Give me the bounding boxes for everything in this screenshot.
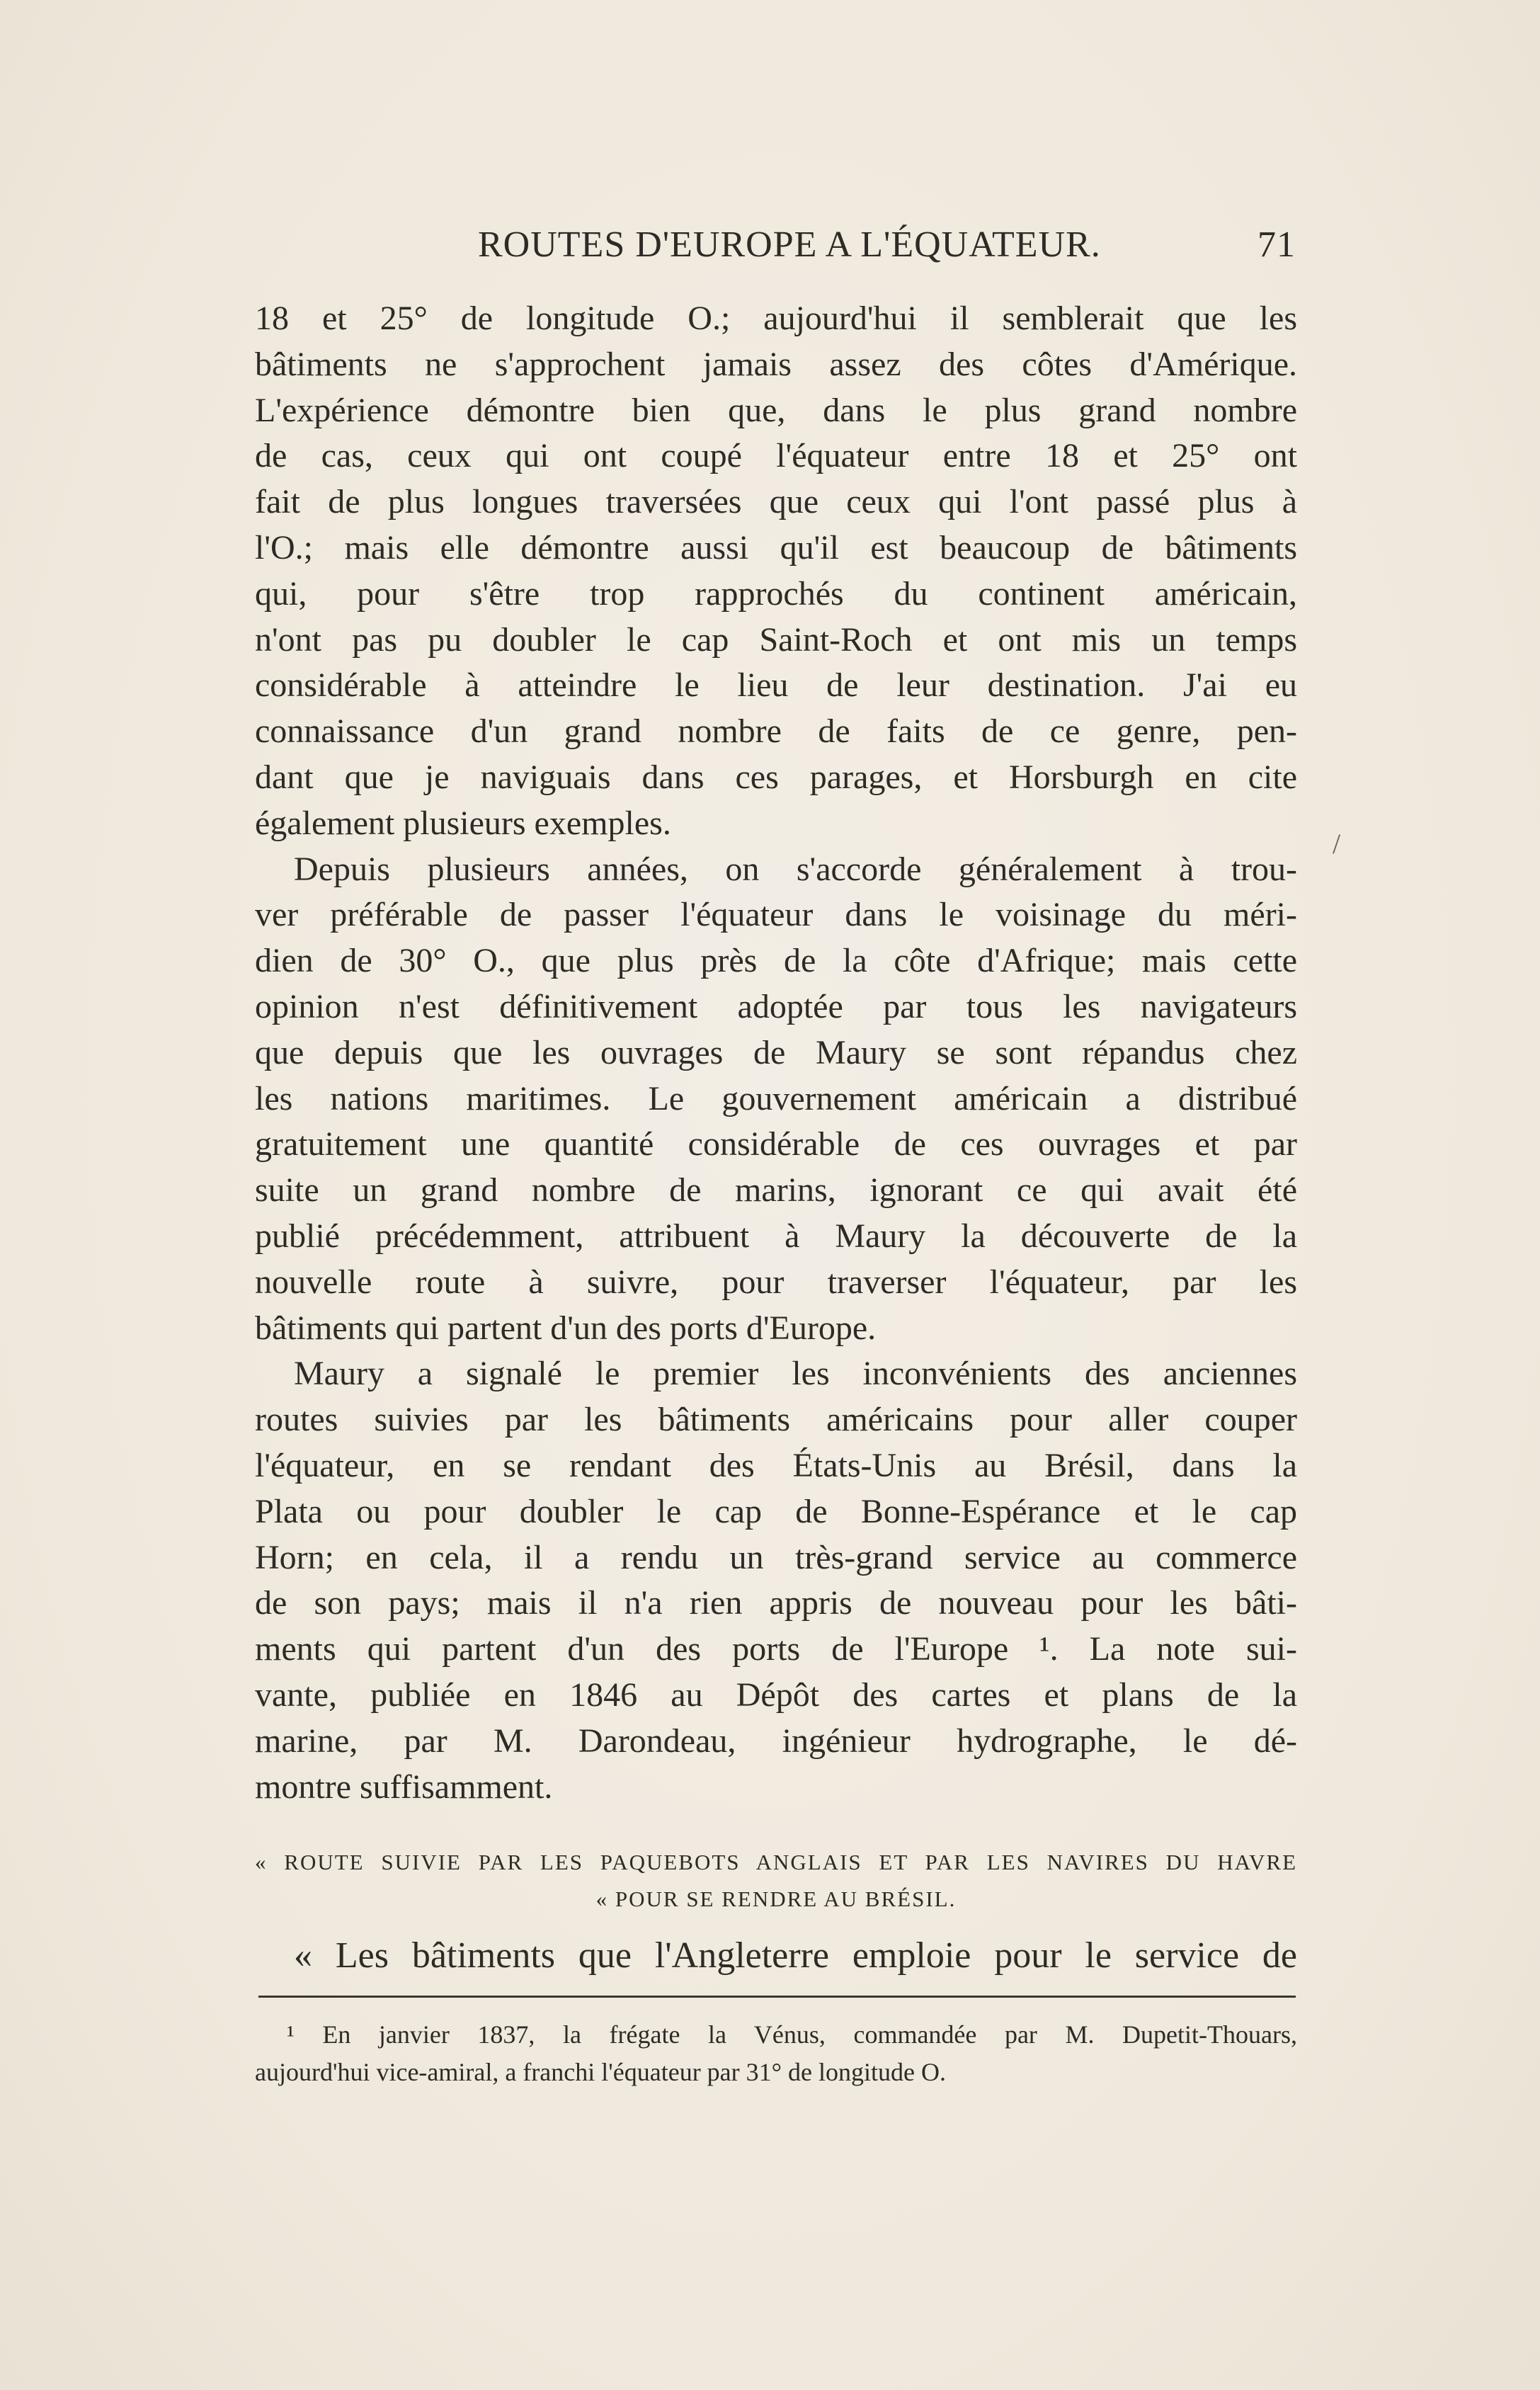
footnote-divider [258, 1996, 1296, 1998]
text-line: L'expérience démontre bien que, dans le plus grand nombre [255, 391, 1297, 429]
text-line: ver préférable de passer l'équateur dans le voisinage du méri- [255, 896, 1297, 934]
text-line: de son pays; mais il n'a rien appris de nouveau pour les bâti- [255, 1584, 1297, 1622]
text-line: que depuis que les ouvrages de Maury se sont répandus chez [255, 1033, 1297, 1071]
section-title-line-1: « ROUTE SUIVIE PAR LES PAQUEBOTS ANGLAIS ET PAR LES NAVIRES DU HAVRE [255, 1850, 1297, 1874]
text-line: dant que je naviguais dans ces parages, et Horsburgh en cite [255, 758, 1297, 796]
text-line: suite un grand nombre de marins, ignorant ce qui avait été [255, 1171, 1297, 1210]
text-line: gratuitement une quantité considérable de ces ouvrages et par [255, 1125, 1297, 1163]
text-line: vante, publiée en 1846 au Dépôt des cartes et plans de la [255, 1675, 1297, 1714]
margin-pencil-mark: / [1333, 828, 1341, 860]
text-line: n'ont pas pu doubler le cap Saint-Roch et ont mis un temps [255, 620, 1297, 659]
text-line: également plusieurs exemples. [255, 804, 671, 842]
footnote-line-2: aujourd'hui vice-amiral, a franchi l'équateur par 31° de longitude O. [255, 2058, 947, 2086]
text-line: l'O.; mais elle démontre aussi qu'il est beaucoup de bâtiments [255, 528, 1297, 567]
text-line: connaissance d'un grand nombre de faits de ce genre, pen- [255, 712, 1297, 751]
paragraph-start-line: Depuis plusieurs années, on s'accorde généralement à trou- [294, 850, 1297, 888]
running-header [255, 224, 1296, 266]
text-line: bâtiments ne s'approchent jamais assez des côtes d'Amérique. [255, 345, 1297, 383]
text-line: ments qui partent d'un des ports de l'Europe ¹. La note sui- [255, 1630, 1297, 1668]
text-line: dien de 30° O., que plus près de la côte d'Afrique; mais cette [255, 942, 1297, 980]
text-line: de cas, ceux qui ont coupé l'équateur entre 18 et 25° ont [255, 437, 1297, 475]
text-line: montre suffisamment. [255, 1768, 553, 1806]
quote-first-line: « Les bâtiments que l'Angleterre emploie pour le service de [294, 1935, 1297, 1976]
text-line: Plata ou pour doubler le cap de Bonne-Espérance et le cap [255, 1492, 1297, 1530]
text-line: qui, pour s'être trop rapprochés du continent américain, [255, 574, 1297, 613]
text-line: marine, par M. Darondeau, ingénieur hydrographe, le dé- [255, 1722, 1297, 1760]
body-text [255, 296, 1297, 1810]
running-title: ROUTES D'EUROPE A L'ÉQUATEUR. [478, 224, 1101, 265]
paragraph-start-line: Maury a signalé le premier les inconvénients des anciennes [294, 1355, 1297, 1393]
text-line: opinion n'est définitivement adoptée par tous les navigateurs [255, 987, 1297, 1025]
text-line: routes suivies par les bâtiments américains pour aller couper [255, 1401, 1297, 1439]
text-line: nouvelle route à suivre, pour traverser l'équateur, par les [255, 1263, 1297, 1301]
text-line: fait de plus longues traversées que ceux qui l'ont passé plus à [255, 483, 1297, 521]
text-line: considérable à atteindre le lieu de leur destination. J'ai eu [255, 666, 1297, 705]
footnote-line-1: ¹ En janvier 1837, la frégate la Vénus, commandée par M. Dupetit-Thouars, [287, 2020, 1297, 2049]
text-line: bâtiments qui partent d'un des ports d'Europe. [255, 1309, 877, 1347]
section-title-line-2: « POUR SE RENDRE AU BRÉSIL. [595, 1887, 957, 1911]
page-number: 71 [1257, 224, 1296, 265]
text-line: l'équateur, en se rendant des États-Unis au Brésil, dans la [255, 1446, 1297, 1484]
text-line: Horn; en cela, il a rendu un très-grand service au commerce [255, 1538, 1297, 1576]
text-line: publié précédemment, attribuent à Maury la découverte de la [255, 1217, 1297, 1255]
text-line: les nations maritimes. Le gouvernement américain a distribué [255, 1079, 1297, 1117]
text-line: 18 et 25° de longitude O.; aujourd'hui il semblerait que les [255, 300, 1297, 337]
